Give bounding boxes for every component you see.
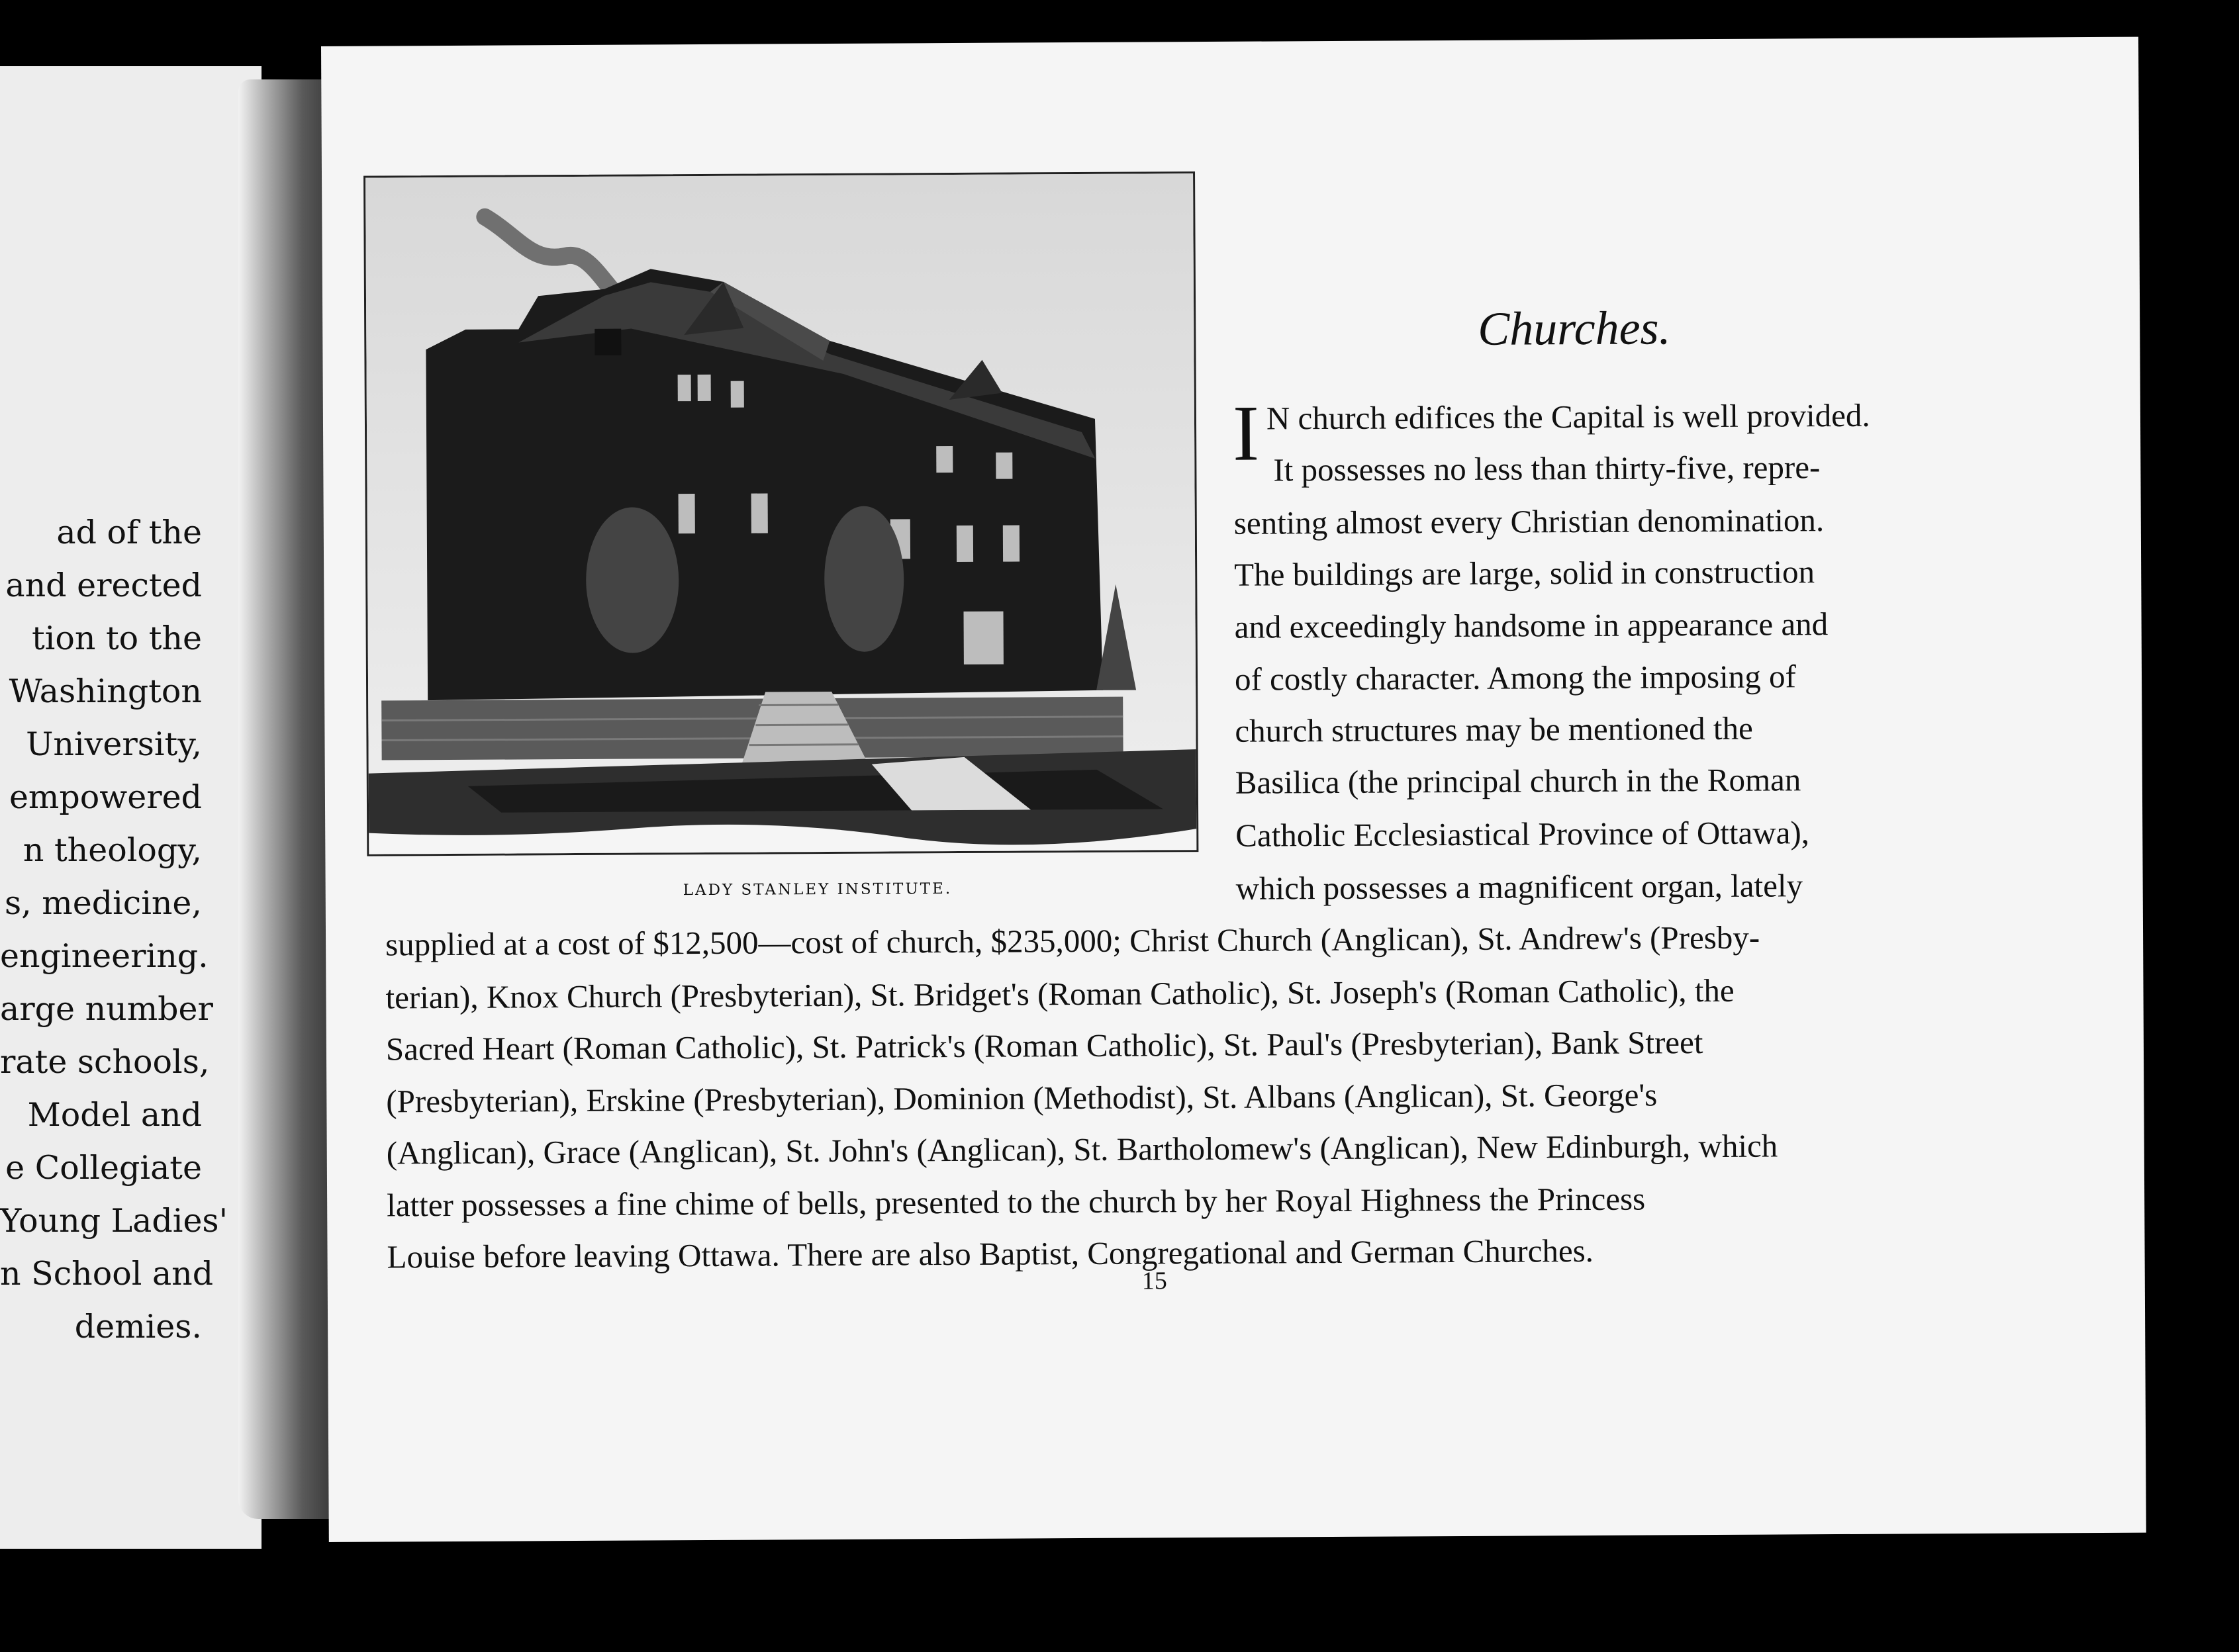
paragraph-line: N church edifices the Capital is well provided.: [1266, 396, 1870, 437]
left-text-line: empowered: [9, 778, 202, 816]
left-text-line: n theology,: [23, 831, 202, 869]
left-page: [0, 66, 262, 1549]
left-text-line: n School and: [0, 1255, 214, 1293]
paragraph-line: The buildings are large, solid in construction: [1234, 553, 1815, 593]
paragraph-line: of costly character. Among the imposing of: [1234, 658, 1796, 698]
paragraph-line: (Anglican), Grace (Anglican), St. John's (Anglican), St. Bartholomew's (Anglican), New Edinburgh, which: [386, 1127, 1778, 1171]
paragraph-line: Basilica (the principal church in the Roman: [1235, 761, 1801, 801]
left-text-line: tion to the: [31, 620, 202, 657]
paragraph-line: It possesses no less than thirty-five, repre-: [1273, 449, 1821, 488]
left-text-line: e Collegiate: [5, 1149, 202, 1187]
section-heading: Churches.: [1478, 301, 1671, 355]
paragraph-line: church structures may be mentioned the: [1235, 710, 1753, 749]
page-number: 15: [1141, 1267, 1167, 1295]
paragraph-line: (Presbyterian), Erskine (Presbyterian), Dominion (Methodist), St. Albans (Anglican), St. George's: [386, 1076, 1658, 1120]
paragraph-line: which possesses a magnificent organ, lately: [1235, 867, 1803, 907]
paragraph-line: senting almost every Christian denomination.: [1233, 502, 1825, 541]
left-text-line: ad of the: [56, 514, 202, 551]
paragraph-line: Louise before leaving Ottawa. There are also Baptist, Congregational and German Churches.: [387, 1232, 1594, 1275]
left-text-line: Washington: [9, 672, 202, 710]
left-text-line: engineering.: [0, 937, 209, 975]
left-text-line: demies.: [74, 1308, 202, 1346]
paragraph-line: supplied at a cost of $12,500—cost of church, $235,000; Christ Church (Anglican), St. Andrew's (Presby-: [385, 919, 1760, 963]
left-text-line: rate schools,: [0, 1043, 210, 1081]
paragraph-line: Catholic Ecclesiastical Province of Ottawa),: [1235, 814, 1810, 854]
illustration-caption: LADY STANLEY INSTITUTE.: [683, 880, 953, 899]
left-text-line: University,: [26, 725, 202, 763]
right-page: [321, 37, 2146, 1542]
paragraph-line: and exceedingly handsome in appearance and: [1234, 606, 1829, 645]
paragraph-line: latter possesses a fine chime of bells, presented to the church by her Royal Highness the Princess: [387, 1180, 1646, 1224]
building-illustration-image: [365, 173, 1196, 854]
paragraph-line: Sacred Heart (Roman Catholic), St. Patrick's (Roman Catholic), St. Paul's (Presbyterian), Bank Street: [385, 1024, 1703, 1068]
building-illustration: [363, 171, 1198, 856]
left-text-line: s, medicine,: [4, 884, 202, 922]
left-text-line: and erected: [5, 567, 202, 604]
left-text-line: Model and: [27, 1096, 202, 1134]
left-text-line: arge number: [0, 990, 213, 1028]
paragraph-line: terian), Knox Church (Presbyterian), St. Bridget's (Roman Catholic), St. Joseph's (Roman Catholic), the: [385, 972, 1735, 1016]
left-text-line: Young Ladies': [0, 1202, 228, 1240]
left-page-text: [0, 506, 228, 1354]
drop-cap: I: [1232, 389, 1260, 477]
